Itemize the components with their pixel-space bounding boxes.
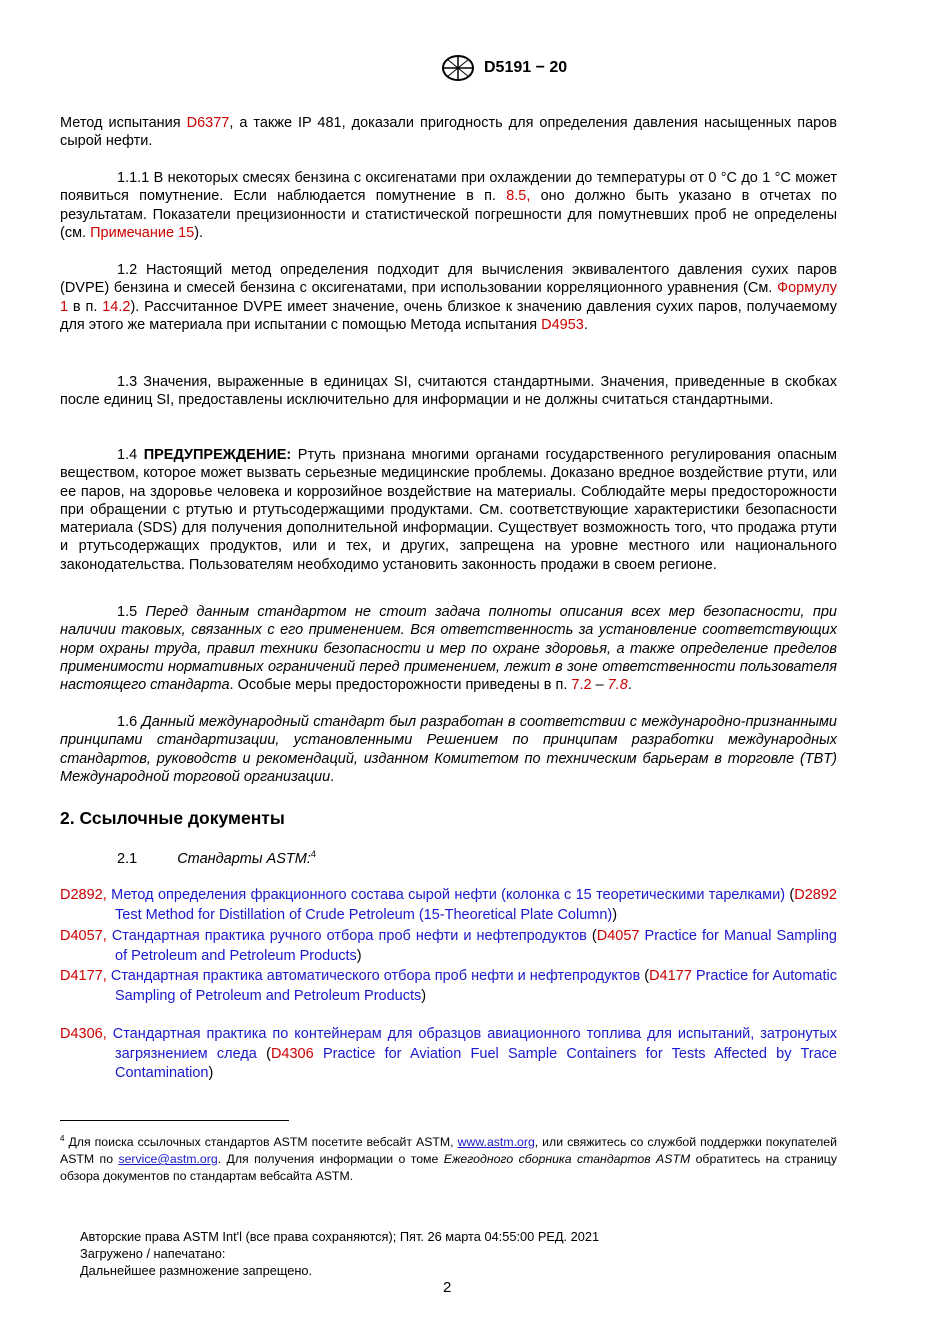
link-note-15[interactable]: Примечание 15 (90, 224, 195, 241)
footnote-ref[interactable]: 4 (310, 849, 316, 859)
paragraph-1-1-1: 1.1.1 В некоторых смесях бензина с оксигенатами при охлаждении до температуры от 0 °C до 1 °C может появиться помутнение. Если наблюдается помутнение в п. 8.5, оно должно быть указано в отчетах по результатам. Показатели прецизионности и статистической погрешности для помутневших проб не определены (см. Примечание 15). (60, 170, 837, 241)
paragraph-1-3: 1.3 Значения, выраженные в единицах SI, считаются стандартными. Значения, приведенные в скобках после единиц SI, предоставлены исключительно для информации и не должны считаться стандартными. (60, 374, 837, 409)
section-2-heading: 2. Ссылочные документы (60, 808, 285, 828)
ref-code[interactable]: D4057, (60, 928, 107, 944)
download-line: Загружено / напечатано: (80, 1246, 226, 1261)
reference-d2892: D2892, Метод определения фракционного состава сырой нефти (колонка с 15 теоретическими тарелками) (D2892 Test Method for Distillation of Crude Petroleum (15-Theoretical Plate Column)) (60, 887, 837, 923)
footnote-separator (60, 1120, 289, 1121)
reference-d4177: D4177, Стандартная практика автоматического отбора проб нефти и нефтепродуктов (D4177 Practice for Automatic Sampling of Petroleum and Petroleum Products) (60, 968, 837, 1004)
astm-logo-icon (440, 54, 476, 82)
link-7-2[interactable]: 7.2 (571, 677, 592, 694)
warning-label: ПРЕДУПРЕЖДЕНИЕ: (143, 447, 292, 463)
document-header (440, 54, 567, 82)
paragraph-1-5: 1.5 Перед данным стандартом не стоит задача полноты описания всех мер безопасности, при наличии таковых, связанных с его применением. Вся ответственность за установление соответствующих норм охраны труда, правил техники безопасности и мер по охране здоровья, а также определение пределов применимости нормативных ограничений перед применением, лежит в зоне ответственности пользователя настоящего стандарта. Особые меры предосторожности приведены в п. 7.2 – 7.8. (60, 604, 837, 694)
subsection-number: 2.1 (117, 850, 138, 867)
link-8-5[interactable]: 8.5, (506, 188, 531, 205)
reference-d4306: D4306, Стандартная практика по контейнерам для образцов авиационного топлива для испытаний, затронутых загрязнением следа (D4306 Practice for Aviation Fuel Sample Containers for Tests Affected by Trace Contamination) (60, 1026, 837, 1081)
link-d6377[interactable]: D6377 (186, 115, 230, 131)
service-email-link[interactable]: service@astm.org (118, 1152, 218, 1167)
link-7-8[interactable]: 7.8 (607, 677, 628, 694)
intro-paragraph: Метод испытания D6377, а также IP 481, доказали пригодность для определения давления насыщенных паров сырой нефти. (60, 115, 837, 150)
link-14-2[interactable]: 14.2 (102, 298, 131, 315)
ref-code[interactable]: D2892, (60, 887, 107, 903)
paragraph-1-6: 1.6 Данный международный стандарт был разработан в соответствии с международно-признанными принципами стандартизации, установленными Решением по принципам разработки международных стандартов, руководств и рекомендаций, изданном Комитетом по техническим барьерам в торговле (TBT) Международной торговой организации. (60, 714, 837, 785)
footnote-4: $^4$ Для поиска ссылочных стандартов ASTM посетите вебсайт ASTM, www.astm.org, или свяжитесь со службой поддержки покупателей ASTM по service@astm.org. Для получения информации о томе Ежегодного сборника стандартов ASTM обратитесь на страницу обзора документов по стандартам вебсайта ASTM. (60, 1134, 837, 1184)
document-designation: D5191 − 20 (484, 59, 568, 76)
link-formula-1[interactable]: Формулу 1 (60, 280, 837, 315)
subsection-title: Стандарты ASTM: (177, 850, 311, 867)
ref-code[interactable]: D4177, (60, 968, 107, 984)
copyright-line: Авторские права ASTM Int'l (все права сохраняются); Пят. 26 марта 04:55:00 РЕД. 2021 (80, 1229, 600, 1244)
link-d4953[interactable]: D4953 (541, 316, 584, 333)
page-number: 2 (443, 1279, 452, 1296)
reference-d4057: D4057, Стандартная практика ручного отбора проб нефти и нефтепродуктов (D4057 Practice for Manual Sampling of Petroleum and Petroleum Products) (60, 928, 837, 964)
ref-code[interactable]: D4306, (60, 1026, 107, 1042)
paragraph-1-2: 1.2 Настоящий метод определения подходит для вычисления эквивалентого давления сухих паров (DVPE) бензина и смесей бензина с оксигенатами, при использовании корреляционного уравнения (См. Формулу 1 в п. 14.2). Рассчитанное DVPE имеет значение, очень близкое к значению давления сухих паров, получаемому для этого же материала при испытании с помощью Метода испытания D4953. (60, 262, 838, 333)
paragraph-1-4: 1.4 ПРЕДУПРЕЖДЕНИЕ: Ртуть признана многими органами государственного регулирования опасным веществом, которое может вызвать серьезные медицинские проблемы. Доказано вредное воздействие ртути, или ее паров, на здоровье человека и коррозийное воздействие на материалы. Соблюдайте меры предосторожности при обращении с ртутью и ртутьсодержащими продуктами. См. соответствующие характеристики безопасности материала (SDS) для получения дополнительной информации. Существует возможность того, что продажа ртути и ртутьсодержащих продуктов, или и тех, и других, запрещена на уровне местного или национального законодательства. Пользователям необходимо установить законность продажи в своем регионе. (60, 447, 838, 573)
subsection-2-1 (117, 849, 316, 867)
astm-website-link[interactable]: www.astm.org (457, 1135, 535, 1150)
reproduction-notice: Дальнейшее размножение запрещено. (80, 1263, 313, 1278)
